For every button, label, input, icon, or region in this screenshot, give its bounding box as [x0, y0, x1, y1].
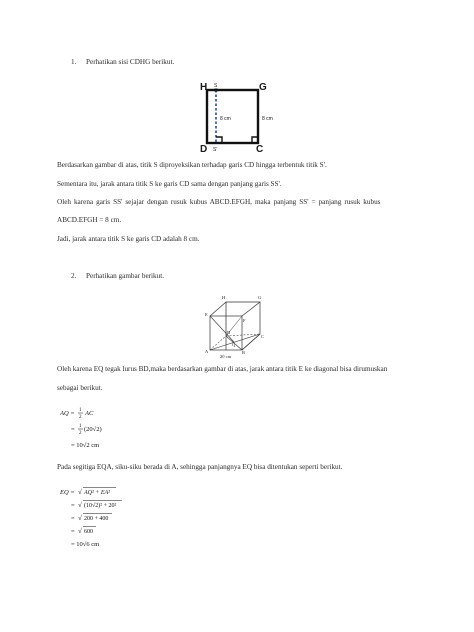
- item1-instruction: Perhatikan sisi CDHG berikut.: [86, 58, 175, 66]
- eq1-coef-num: 1: [79, 408, 82, 413]
- item1-paragraph-3b: ABCD.EFGH = 8 cm.: [57, 216, 122, 224]
- item1-paragraph-2: Sementara itu, jarak antara titik S ke garis CD sama dengan panjang garis SS'.: [57, 180, 282, 188]
- label-dim-right: 8 cm: [262, 116, 273, 122]
- cube-edge-fg: [242, 302, 260, 316]
- cube-edge-cb: [242, 334, 260, 350]
- item1-paragraph-4: Jadi, jarak antara titik S ke garis CD adalah 8 cm.: [57, 235, 200, 243]
- eq1-lhs: AQ =: [60, 410, 75, 417]
- svg-text:√: √: [78, 488, 82, 496]
- label-g: G: [258, 295, 262, 300]
- eq2-line4-rad: 600: [84, 529, 93, 535]
- label-q: Q: [232, 342, 236, 347]
- label-a: A: [205, 349, 209, 354]
- item1-paragraph-3a: Oleh karena garis SS' sejajar dengan rusuk kubus ABCD.EFGH, maka panjang SS' = panjang rusuk kubus: [57, 198, 381, 206]
- item2-paragraph-1a: Oleh karena EQ tegak lurus BD,maka berdasarkan gambar di atas, jarak antara titik E ke diagonal bisa dirumuskan: [57, 365, 388, 373]
- svg-text:=: =: [71, 502, 75, 509]
- item1-paragraph-1: Berdasarkan gambar di atas, titik S diproyeksikan terhadap garis CD hingga terbentuk titik S'.: [57, 161, 327, 169]
- eq1-coef-den: 2: [79, 415, 82, 420]
- svg-text:2: 2: [79, 431, 82, 436]
- label-c: C: [256, 144, 264, 155]
- svg-text:1: 1: [79, 424, 82, 429]
- label-g: G: [259, 82, 267, 93]
- label-s-prime: S': [213, 147, 218, 153]
- label-dim-left: 8 cm: [220, 116, 231, 122]
- item2-number: 2.: [71, 272, 77, 280]
- eq1-line3: = 10√2 cm: [71, 442, 100, 449]
- cube-figure: [0, 292, 474, 372]
- label-s: S: [214, 83, 218, 89]
- label-d: D: [227, 330, 231, 335]
- equation-eq: [58, 484, 208, 554]
- eq2-line1-lhs: EQ =: [60, 489, 75, 496]
- svg-text:√: √: [78, 527, 82, 535]
- item1-number: 1.: [71, 58, 77, 66]
- equation-aq: [58, 405, 198, 455]
- square-outline: [207, 90, 258, 143]
- item2-paragraph-1b: sebagai berikut.: [57, 384, 103, 392]
- eq1-line2: (20√2): [84, 426, 102, 433]
- cube-edge-eh: [210, 302, 226, 316]
- eq2-line5: = 10√6 cm: [71, 541, 100, 548]
- label-b: B: [242, 350, 246, 355]
- eq2-line1-rad: AQ² + EA²: [84, 490, 110, 496]
- svg-text:√: √: [78, 501, 82, 509]
- square-cdhg-figure: [0, 0, 474, 170]
- label-d: D: [200, 144, 208, 155]
- item2-paragraph-2: Pada segitiga EQA, siku-siku berada di A, sehingga panjangnya EQ bisa ditentukan seperti berikut.: [57, 463, 343, 471]
- label-h: H: [200, 82, 208, 93]
- label-c: C: [261, 334, 265, 339]
- eq1-ac: AC: [85, 410, 94, 417]
- label-f: F: [243, 318, 246, 323]
- label-h: H: [222, 295, 226, 300]
- segment-eq: [210, 316, 234, 342]
- svg-text:=: =: [71, 515, 75, 522]
- cube-hidden-edge-ad: [210, 336, 226, 350]
- item2-instruction: Perhatikan gambar berikut.: [86, 272, 165, 280]
- eq2-line3-rad: 200 + 400: [84, 516, 109, 522]
- label-dim-bottom: 20 cm: [220, 354, 232, 359]
- svg-text:=: =: [71, 426, 75, 433]
- svg-text:√: √: [78, 514, 82, 522]
- svg-text:=: =: [71, 528, 75, 535]
- eq2-line2-rad: (10√2)² + 20²: [84, 503, 117, 509]
- label-e: E: [205, 312, 208, 317]
